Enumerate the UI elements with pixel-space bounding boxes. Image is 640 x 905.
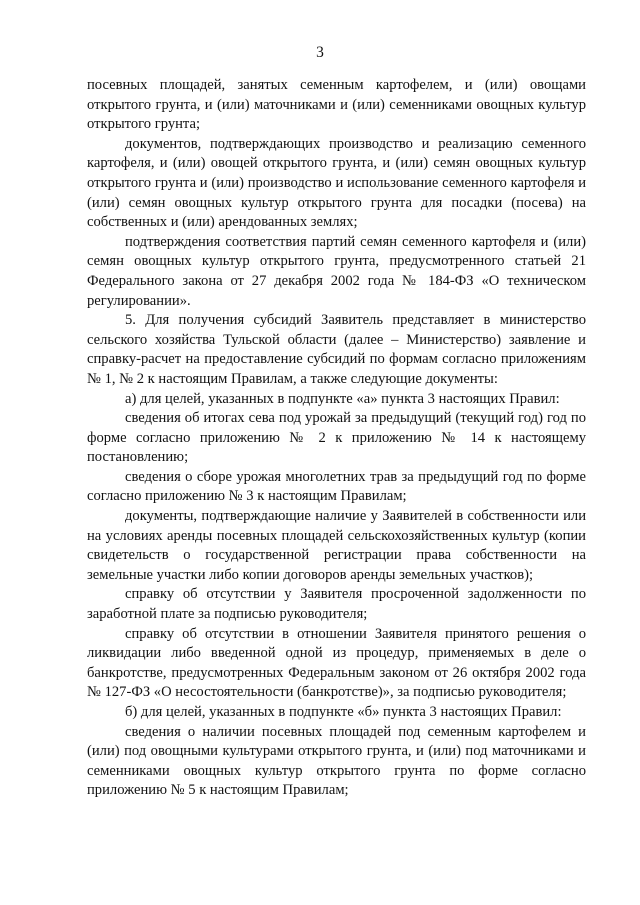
paragraph: 5. Для получения субсидий Заявитель представляет в министерство сельского хозяйства Тульской области (далее – Министерство) заявление и справку-расчет на предоставление субсидий по формам согласно приложениям № 1, № 2 к настоящим Правилам, а также следующие документы: [87,312,586,387]
paragraph: сведения о наличии посевных площадей под семенным картофелем и (или) под овощными культурами открытого грунта, и (или) под маточниками и семенниками овощных культур открытого грунта по форме согласно приложению № 5 к настоящим Правилам; [87,723,586,799]
paragraph: б) для целей, указанных в подпункте «б» пункта 3 настоящих Правил: [125,704,562,720]
page-number: 3 [316,44,324,61]
paragraph: а) для целей, указанных в подпункте «а» пункта 3 настоящих Правил: [125,390,560,407]
paragraph: подтверждения соответствия партий семян семенного картофеля и (или) семян овощных культур открытого грунта, предусмотренного статьей 21 Федерального закона от 27 декабря 2002 года № 184-ФЗ «О техническом регулировании». [87,233,586,309]
paragraph: документов, подтверждающих производство и реализацию семенного картофеля, и (или) овощей открытого грунта, и (или) семян овощных культур открытого грунта и (или) производство и использование семенного картофеля и (или) семян овощных культур открытого грунта для посадки (посева) на собственных и (или) арендованных землях; [87,135,586,231]
paragraph: справку об отсутствии у Заявителя просроченной задолженности по заработной плате за подписью руководителя; [87,586,586,623]
paragraph-continuation: посевных площадей, занятых семенным картофелем, и (или) овощами открытого грунта, и (или) маточниками и (или) семенниками овощных культур открытого грунта; [87,77,586,133]
document-body [87,76,586,801]
paragraph: сведения об итогах сева под урожай за предыдущий (текущий год) год по форме согласно приложению № 2 к приложению № 14 к настоящему постановлению; [87,410,586,466]
paragraph: документы, подтверждающие наличие у Заявителей в собственности или на условиях аренды посевных площадей сельскохозяйственных культур (копии свидетельств о государственной регистрации права собственности на земельные участки либо копии договоров аренды земельных участков); [87,508,586,583]
paragraph: справку об отсутствии в отношении Заявителя принятого решения о ликвидации либо введенной одной из процедур, применяемых в деле о банкротстве, предусмотренных Федеральным законом от 26 октября 2002 года № 127-ФЗ «О несостоятельности (банкротстве)», за подписью руководителя; [87,625,586,701]
paragraph: сведения о сборе урожая многолетних трав за предыдущий год по форме согласно приложению № 3 к настоящим Правилам; [87,468,586,505]
